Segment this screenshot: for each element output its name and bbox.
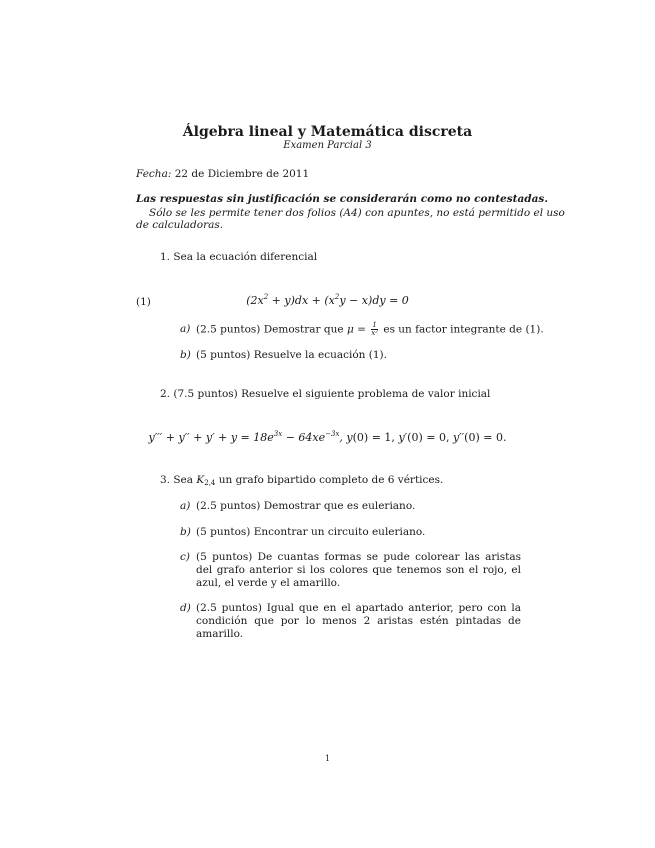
q1b-label: b) xyxy=(180,349,191,361)
date-label: Fecha: xyxy=(136,168,172,180)
q3a-label: a) xyxy=(180,500,191,512)
q3d-text: (2.5 puntos) Igual que en el apartado anterior, pero con la condición que por lo menos 2 aristas estén pintadas de amarillo. xyxy=(196,602,521,640)
differential-equation: $(2x^2 + y)dx + (x^2y - x)dy = 0$ xyxy=(246,293,409,307)
exam-title: Álgebra lineal y Matemática discreta xyxy=(182,124,473,140)
exam-date xyxy=(136,168,309,180)
q3c-label: c) xyxy=(180,551,190,563)
q3d-label: d) xyxy=(180,602,191,614)
instruction-justification: Las respuestas sin justificación se considerarán como no contestadas. xyxy=(136,193,549,205)
q3a-text: (2.5 puntos) Demostrar que es euleriano. xyxy=(196,500,416,512)
date-value: 22 de Diciembre de 2011 xyxy=(174,168,310,180)
instruction-materials-cont: de calculadoras. xyxy=(136,219,224,231)
q1a-text: (2.5 puntos) Demostrar que μ = $\frac{1}{\text{x²}}$ es un factor integrante de (1). xyxy=(196,321,544,337)
q1a-label: a) xyxy=(180,323,191,335)
mu-fraction: $\frac{1}{\text{x²}}$ xyxy=(371,321,379,337)
instruction-materials: Sólo se les permite tener dos folios (A4) con apuntes, no está permitido el uso xyxy=(149,207,565,219)
q3b-label: b) xyxy=(180,526,191,538)
q3c-text: (5 puntos) De cuantas formas se pude colorear las aristas del grafo anterior si los colores que tenemos son el rojo, el azul, el verde y el amarillo. xyxy=(196,551,521,589)
question-1-intro: 1. Sea la ecuación diferencial xyxy=(160,251,318,263)
q1b-text: (5 puntos) Resuelve la ecuación (1). xyxy=(196,349,387,361)
initial-value-problem: $y''' + y'' + y' + y = 18e^{3x} - 64xe^{-3x}$, y(0) = 1, y′(0) = 0, y′′(0) = 0. xyxy=(148,430,507,444)
page-number: 1 xyxy=(324,754,331,763)
question-3-intro: 3. Sea $K_{2,4}$ un grafo bipartido completo de 6 vértices. xyxy=(160,474,444,487)
exam-subtitle: Examen Parcial 3 xyxy=(283,140,372,151)
q3b-text: (5 puntos) Encontrar un circuito euleriano. xyxy=(196,526,426,538)
question-2-intro: 2. (7.5 puntos) Resuelve el siguiente problema de valor inicial xyxy=(160,388,491,400)
equation-number: (1) xyxy=(136,296,151,308)
